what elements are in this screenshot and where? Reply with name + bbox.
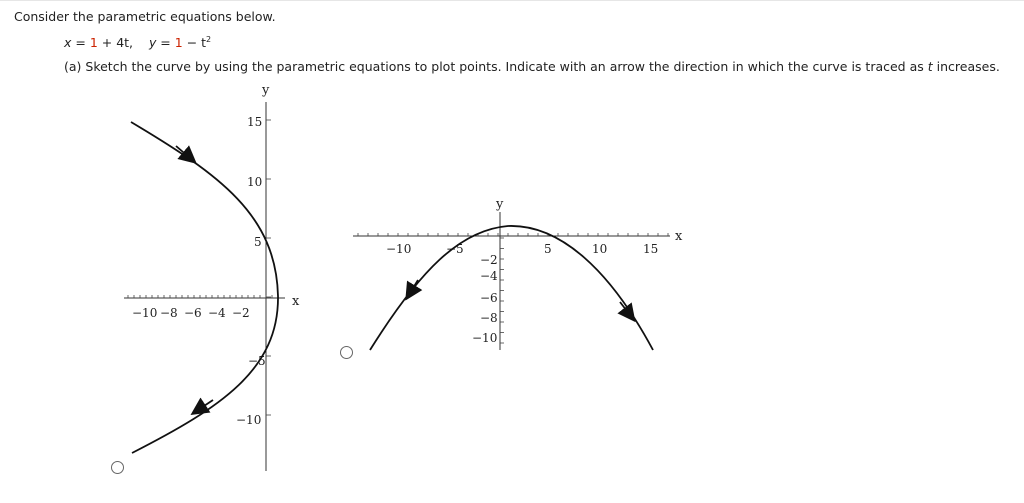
left-y-tick-label: −10: [236, 413, 262, 427]
left-y-tick-label: 5: [254, 235, 262, 249]
right-y-axis-label: y: [496, 197, 504, 212]
left-x-tick-label: −4: [208, 306, 226, 320]
right-y-tick-label: −8: [480, 311, 498, 325]
left-x-tick-label: −8: [160, 306, 178, 320]
right-x-tick-label: −5: [446, 242, 464, 256]
y-eq-prefix: y =: [148, 35, 175, 51]
right-y-tick-label: −4: [480, 269, 498, 283]
left-y-axis-label: y: [262, 83, 270, 98]
right-y-tick-label: −2: [480, 253, 498, 267]
right-arrow-left: [410, 280, 418, 293]
right-x-tick-label: −10: [386, 242, 412, 256]
option-right-radio[interactable]: [340, 346, 353, 359]
x-eq-prefix: x =: [64, 35, 90, 51]
y-eq-suffix: − t: [182, 35, 207, 51]
y-eq-exponent: 2: [206, 35, 212, 44]
right-x-axis-label: x: [675, 229, 683, 244]
left-x-tick-label: −6: [184, 306, 202, 320]
part-a-var: t: [927, 59, 933, 74]
right-x-tick-label: 10: [592, 242, 608, 256]
y-eq-const: 1: [174, 35, 183, 51]
x-eq-suffix: + 4t,: [97, 35, 134, 51]
right-y-tick-label: −10: [472, 331, 498, 345]
part-a-label: (a) Sketch the curve by using the parametric equations to plot points. Indicate with an arrow the direction in which the curve is traced as: [64, 59, 928, 74]
left-y-tick-label: 15: [247, 115, 263, 129]
right-x-tick-label: 15: [643, 242, 659, 256]
question-prompt: Consider the parametric equations below.: [14, 9, 276, 24]
right-y-minor-ticks: [500, 238, 504, 343]
x-eq-const: 1: [89, 35, 98, 51]
left-x-axis-label: x: [292, 294, 300, 309]
part-a-label-end: increases.: [932, 59, 1000, 74]
left-y-tick-label: −5: [248, 354, 266, 368]
left-x-tick-label: −2: [232, 306, 250, 320]
left-y-tick-label: 10: [247, 175, 263, 189]
left-x-tick-label: −10: [132, 306, 158, 320]
right-y-tick-label: −6: [480, 291, 498, 305]
right-x-tick-label: 5: [544, 242, 552, 256]
